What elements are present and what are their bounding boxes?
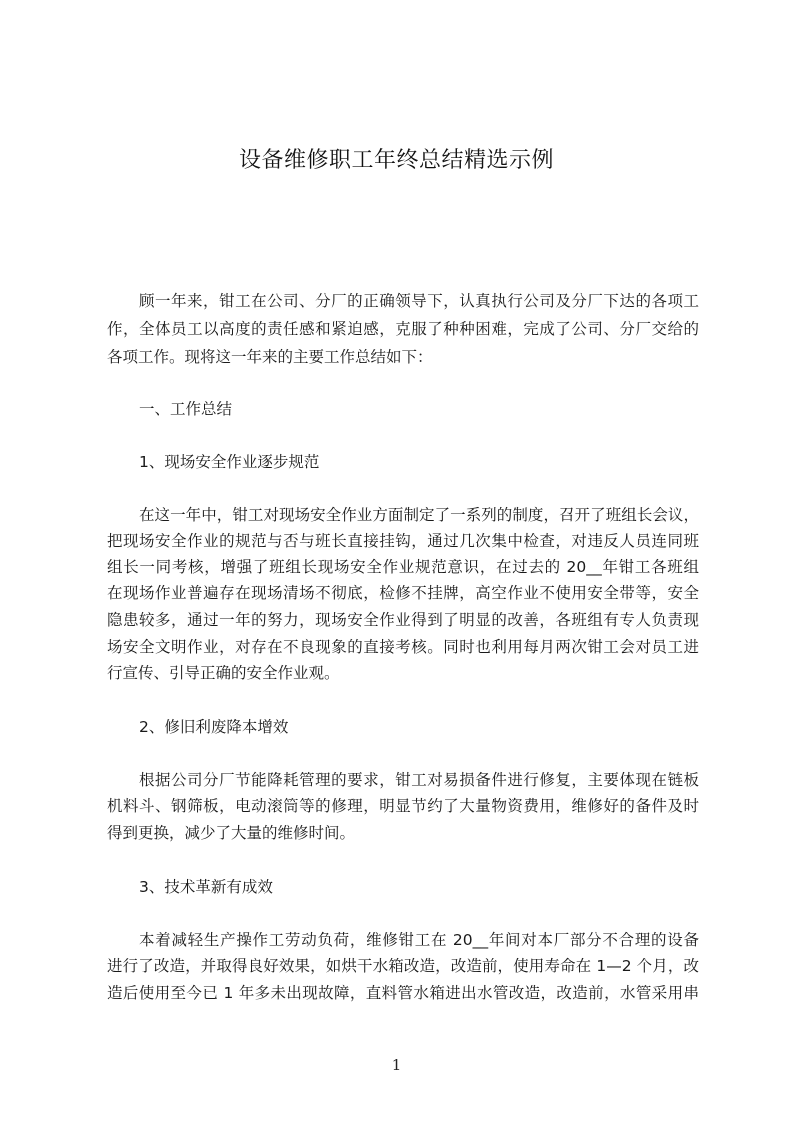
safety-line-5: 隐患较多，通过一年的努力，现场安全作业得到了明显的改善，各班组有专人负责现 <box>107 611 699 629</box>
innovation-line-3: 造后使用至今已 1 年多未出现故障，直料管水箱进出水管改造，改造前，水管采用串 <box>107 984 699 1002</box>
safety-line-6: 场安全文明作业，对存在不良现象的直接考核。同时也利用每月两次钳工会对员工进 <box>107 638 699 656</box>
section-heading-work-summary: 一、工作总结 <box>139 400 233 418</box>
safety-line-3: 组长一同考核，增强了班组长现场安全作业规范意识，在过去的 20__年钳工各班组 <box>107 558 699 576</box>
innovation-line-1: 本着减轻生产操作工劳动负荷，维修钳工在 20__年间对本厂部分不合理的设备 <box>139 931 699 949</box>
intro-line-2: 作，全体员工以高度的责任感和紧迫感，克服了种种困难，完成了公司、分厂交给的 <box>107 320 699 338</box>
repair-line-3: 得到更换，减少了大量的维修时间。 <box>107 824 356 842</box>
subheading-innovation: 3、技术革新有成效 <box>139 878 273 896</box>
subheading-repair: 2、修旧利废降本增效 <box>139 718 289 736</box>
intro-line-1: 顾一年来，钳工在公司、分厂的正确领导下，认真执行公司及分厂下达的各项工 <box>139 292 699 310</box>
page-number: 1 <box>391 1056 402 1074</box>
safety-line-1: 在这一年中，钳工对现场安全作业方面制定了一系列的制度，召开了班组长会议， <box>139 506 699 524</box>
safety-line-4: 在现场作业普遍存在现场清场不彻底，检修不挂牌，高空作业不使用安全带等，安全 <box>107 584 699 602</box>
intro-line-3: 各项工作。现将这一年来的主要工作总结如下： <box>107 348 433 366</box>
safety-line-7: 行宣传、引导正确的安全作业观。 <box>107 664 340 682</box>
repair-line-1: 根据公司分厂节能降耗管理的要求，钳工对易损备件进行修复，主要体现在链板 <box>139 771 699 789</box>
safety-line-2: 把现场安全作业的规范与否与班长直接挂钩，通过几次集中检查，对违反人员连同班 <box>107 532 699 550</box>
repair-line-2: 机料斗、钢筛板，电动滚筒等的修理，明显节约了大量物资费用，维修好的备件及时 <box>107 797 699 815</box>
subheading-safety: 1、现场安全作业逐步规范 <box>139 453 320 471</box>
document-title: 设备维修职工年终总结精选示例 <box>238 148 554 173</box>
innovation-line-2: 进行了改造，并取得良好效果，如烘干水箱改造，改造前，使用寿命在 1—2 个月，改 <box>107 957 699 975</box>
